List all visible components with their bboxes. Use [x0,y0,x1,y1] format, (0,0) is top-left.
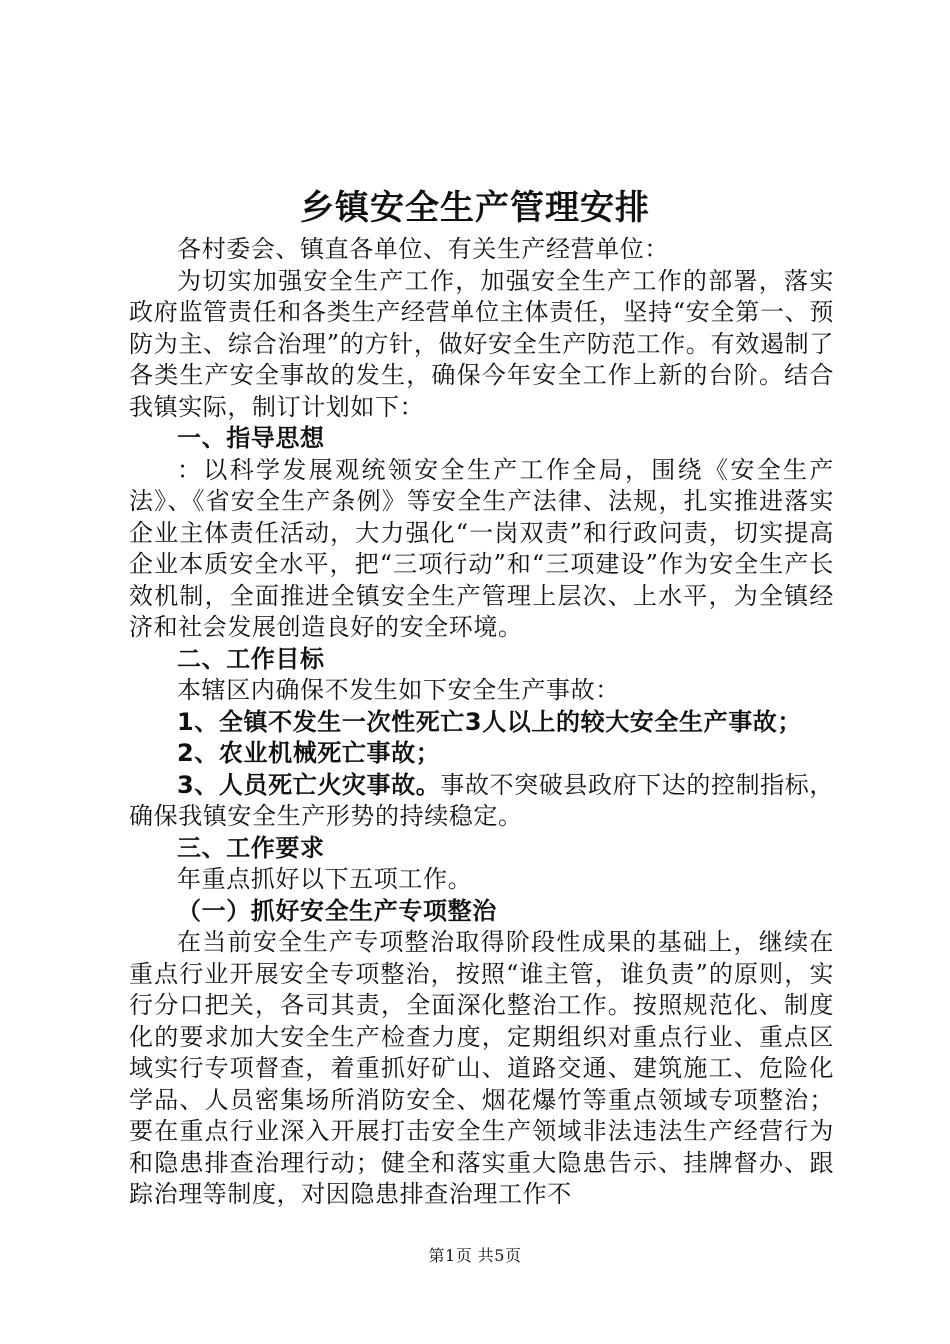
intro-paragraph: 为切实加强安全生产工作，加强安全生产工作的部署，落实政府监管责任和各类生产经营单位主体责任，坚持“安全第一、预防为主、综合治理”的方针，做好安全生产防范工作。有效遏制了各类生产安全事故的发生，确保今年安全工作上新的台阶。结合我镇实际，制订计划如下： [129,266,834,421]
special-rectification-paragraph: 在当前安全生产专项整治取得阶段性成果的基础上，继续在重点行业开展安全专项整治，按照“谁主管，谁负责”的原则，实行分口把关，各司其责，全面深化整治工作。按照规范化、制度化的要求加大安全生产检查力度，定期组织对重点行业、重点区域实行专项督查，着重抓好矿山、道路交通、建筑施工、危险化学品、人员密集场所消防安全、烟花爆竹等重点领域专项整治；要在重点行业深入开展打击安全生产领域非法违法生产经营行为和隐患排查治理行动；健全和落实重大隐患告示、挂牌督办、跟踪治理等制度，对因隐患排查治理工作不 [129,928,834,1208]
work-goal-item-3-rest: 事故不突破县政府下达的控制指标，确保我镇安全生产形势的持续稳定。 [129,770,834,830]
page-number-footer: 第1页 共5页 [428,1246,522,1265]
work-goal-item-2: 2、农业机械死亡事故； [177,739,441,767]
subsection-heading-special-rectification: （一）抓好安全生产专项整治 [177,896,497,925]
work-goals-lead: 本辖区内确保不发生如下安全生产事故： [177,676,620,704]
document-body [129,234,834,1211]
work-goal-item-3 [129,770,834,833]
section-heading-work-goals: 二、工作目标 [177,644,325,673]
document-title: 乡镇安全生产管理安排 [300,188,650,228]
section-heading-guiding-thought: 一、指导思想 [177,424,325,452]
work-goal-item-1: 1、全镇不发生一次性死亡3人以上的较大安全生产事故； [177,707,802,736]
work-goal-item-3-bold: 3、人员死亡火灾事故。 [177,770,441,799]
guiding-thought-paragraph: ：以科学发展观统领安全生产工作全局，围绕《安全生产法》、《省安全生产条例》等安全生产法律、法规，扎实推进落实企业主体责任活动，大力强化“一岗双责”和行政问责，切实提高企业本质安全水平，把“三项行动”和“三项建设”作为安全生产长效机制，全面推进全镇安全生产管理上层次、上水平，为全镇经济和社会发展创造良好的安全环境。 [129,455,834,641]
work-requirements-lead: 年重点抓好以下五项工作。 [177,865,473,893]
salutation: 各村委会、镇直各单位、有关生产经营单位： [177,235,669,263]
section-heading-work-requirements: 三、工作要求 [177,833,325,862]
